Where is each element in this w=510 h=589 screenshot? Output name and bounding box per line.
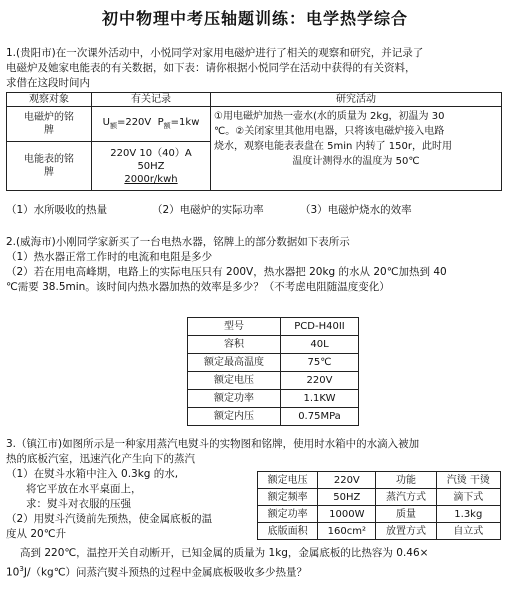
spec-value: 50HZ <box>318 489 376 506</box>
spec-value: 滴下式 <box>436 489 500 506</box>
page-title: 初中物理中考压轴题训练：电学热学综合 <box>101 9 408 28</box>
label-cooker-b: 牌 <box>44 125 54 136</box>
record-cooker <box>92 107 211 142</box>
spec-value: 自立式 <box>436 523 500 540</box>
q2-stem: 2.(威海市)小刚同学家新买了一台电热水器，铭牌上的部分数据如下表所示 <box>6 236 350 248</box>
q2-sub1: （1）热水器正常工作时的电流和电阻是多少 <box>6 251 213 263</box>
q1-record-table <box>6 92 502 191</box>
spec-value: 40L <box>281 336 359 354</box>
activity-line4: 温度计测得水的温度为 50℃ <box>292 156 420 167</box>
q1-sub1: （1）水所吸收的热量 <box>6 204 108 216</box>
q3-iron-table <box>257 471 501 540</box>
table-row <box>188 408 359 426</box>
table-row <box>188 390 359 408</box>
spec-value: 160cm² <box>318 523 376 540</box>
spec-value: 75℃ <box>281 354 359 372</box>
q1-stem-line1: 1.(贵阳市)在一次课外活动中，小悦同学对家用电磁炉进行了相关的观察和研究，并记录了 <box>6 47 424 59</box>
meter-spec-a: 220V 10（40）A <box>110 147 192 159</box>
record-meter <box>92 142 211 191</box>
label-meter-a: 电能表的铭 <box>24 154 74 165</box>
table-row <box>258 523 501 540</box>
meter-spec-c: 2000r/kwh <box>124 173 178 185</box>
spec-label: 额定电压 <box>258 472 318 489</box>
spec-value: 1000W <box>318 506 376 523</box>
table-row <box>258 472 501 489</box>
header-record: 有关记录 <box>92 93 211 107</box>
q2-sub2a: （2）若在用电高峰期，电路上的实际电压只有 200V，热水器把 20kg 的水从 20℃加热到 40 <box>6 266 447 278</box>
spec-label: 容积 <box>188 336 281 354</box>
activity-line1: ①用电磁炉加热一壶水(水的质量为 2kg，初温为 30 <box>214 111 445 122</box>
q3-line4: 将它平放在水平桌面上， <box>26 483 142 495</box>
q3-line7: 度从 20℃升 <box>6 528 66 540</box>
activity-line2: ℃。②关闭家里其他用电器，只将该电磁炉接入电路 <box>214 126 445 137</box>
rated-u-sub: 额 <box>109 121 117 130</box>
q2-sub2b: ℃需要 38.5min。该时间内热水器加热的效率是多少？（不考虑电阻随温度变化） <box>6 281 390 293</box>
activity-cell <box>211 107 502 191</box>
spec-value: 220V <box>281 372 359 390</box>
activity-line3: 烧水，观察电能表表盘在 5min 内转了 150r，此时用 <box>214 141 452 152</box>
rated-u-value: =220V <box>116 116 152 128</box>
q1-stem-line2: 电磁炉及她家电能表的有关数据，如下表：请你根据小悦同学在活动中获得的有关资料， <box>6 62 416 74</box>
table-row <box>258 506 501 523</box>
label-cooker-nameplate <box>7 107 92 142</box>
rated-p-sub: 额 <box>163 121 171 130</box>
table-row <box>7 107 502 142</box>
q1-sub3: （3）电磁炉烧水的效率 <box>300 204 412 216</box>
q3-line9-rest: J/（kg℃）问蒸汽熨斗预热的过程中金属底板吸收多少热量？ <box>23 566 308 579</box>
spec-label: 型号 <box>188 318 281 336</box>
q3-line9 <box>6 562 307 580</box>
meter-spec-b: 50HZ <box>137 160 165 172</box>
rated-p-symbol: P <box>157 116 164 128</box>
rated-u-symbol: U <box>102 116 110 128</box>
label-meter-b: 牌 <box>44 167 54 178</box>
label-cooker-a: 电磁炉的铭 <box>24 112 74 123</box>
table-row <box>188 336 359 354</box>
q1-stem-line3: 求借在这段时间内 <box>6 77 90 89</box>
spec-value: 1.3kg <box>436 506 500 523</box>
spec-value: PCD-H40II <box>281 318 359 336</box>
rated-p-value: =1kw <box>170 116 200 128</box>
q3-line6: （2）用熨斗汽烫前先预热，使金属底板的温 <box>6 513 213 525</box>
spec-label: 放置方式 <box>376 523 436 540</box>
table-row <box>188 354 359 372</box>
label-meter-nameplate <box>7 142 92 191</box>
header-observation: 观察对象 <box>7 93 92 107</box>
spec-label: 额定最高温度 <box>188 354 281 372</box>
q3-line9-base: 10 <box>6 566 20 579</box>
table-row <box>7 93 502 107</box>
spec-label: 底版面积 <box>258 523 318 540</box>
table-row <box>258 489 501 506</box>
q3-line5: 求：熨斗对衣服的压强 <box>26 498 131 510</box>
spec-label: 功能 <box>376 472 436 489</box>
q2-heater-table <box>187 317 359 426</box>
spec-label: 额定电压 <box>188 372 281 390</box>
q3-line2: 热的底板汽室，迅速汽化产生向下的蒸汽 <box>6 453 195 465</box>
q1-sub2: （2）电磁炉的实际功率 <box>152 204 264 216</box>
q3-line3: （1）在熨斗水箱中注入 0.3kg 的水, <box>6 468 179 480</box>
spec-label: 额定功率 <box>188 390 281 408</box>
table-row <box>188 372 359 390</box>
q3-line9-exp: 3 <box>19 565 24 573</box>
spec-label: 额定内压 <box>188 408 281 426</box>
q3-line8: 高到 220℃，温控开关自动断开，已知金属的质量为 1kg，金属底板的比热容为 0.46× <box>20 547 429 559</box>
q3-line1: 3.（镇江市)如图所示是一种家用蒸汽电熨斗的实物图和铭牌，使用时水箱中的水滴入被加 <box>6 438 420 450</box>
spec-value: 220V <box>318 472 376 489</box>
spec-label: 额定频率 <box>258 489 318 506</box>
header-activity: 研究活动 <box>211 93 502 107</box>
table-row <box>188 318 359 336</box>
spec-value: 0.75MPa <box>281 408 359 426</box>
spec-label: 蒸汽方式 <box>376 489 436 506</box>
spec-label: 质量 <box>376 506 436 523</box>
spec-value: 1.1KW <box>281 390 359 408</box>
spec-label: 额定功率 <box>258 506 318 523</box>
spec-value: 汽烫 干烫 <box>436 472 500 489</box>
